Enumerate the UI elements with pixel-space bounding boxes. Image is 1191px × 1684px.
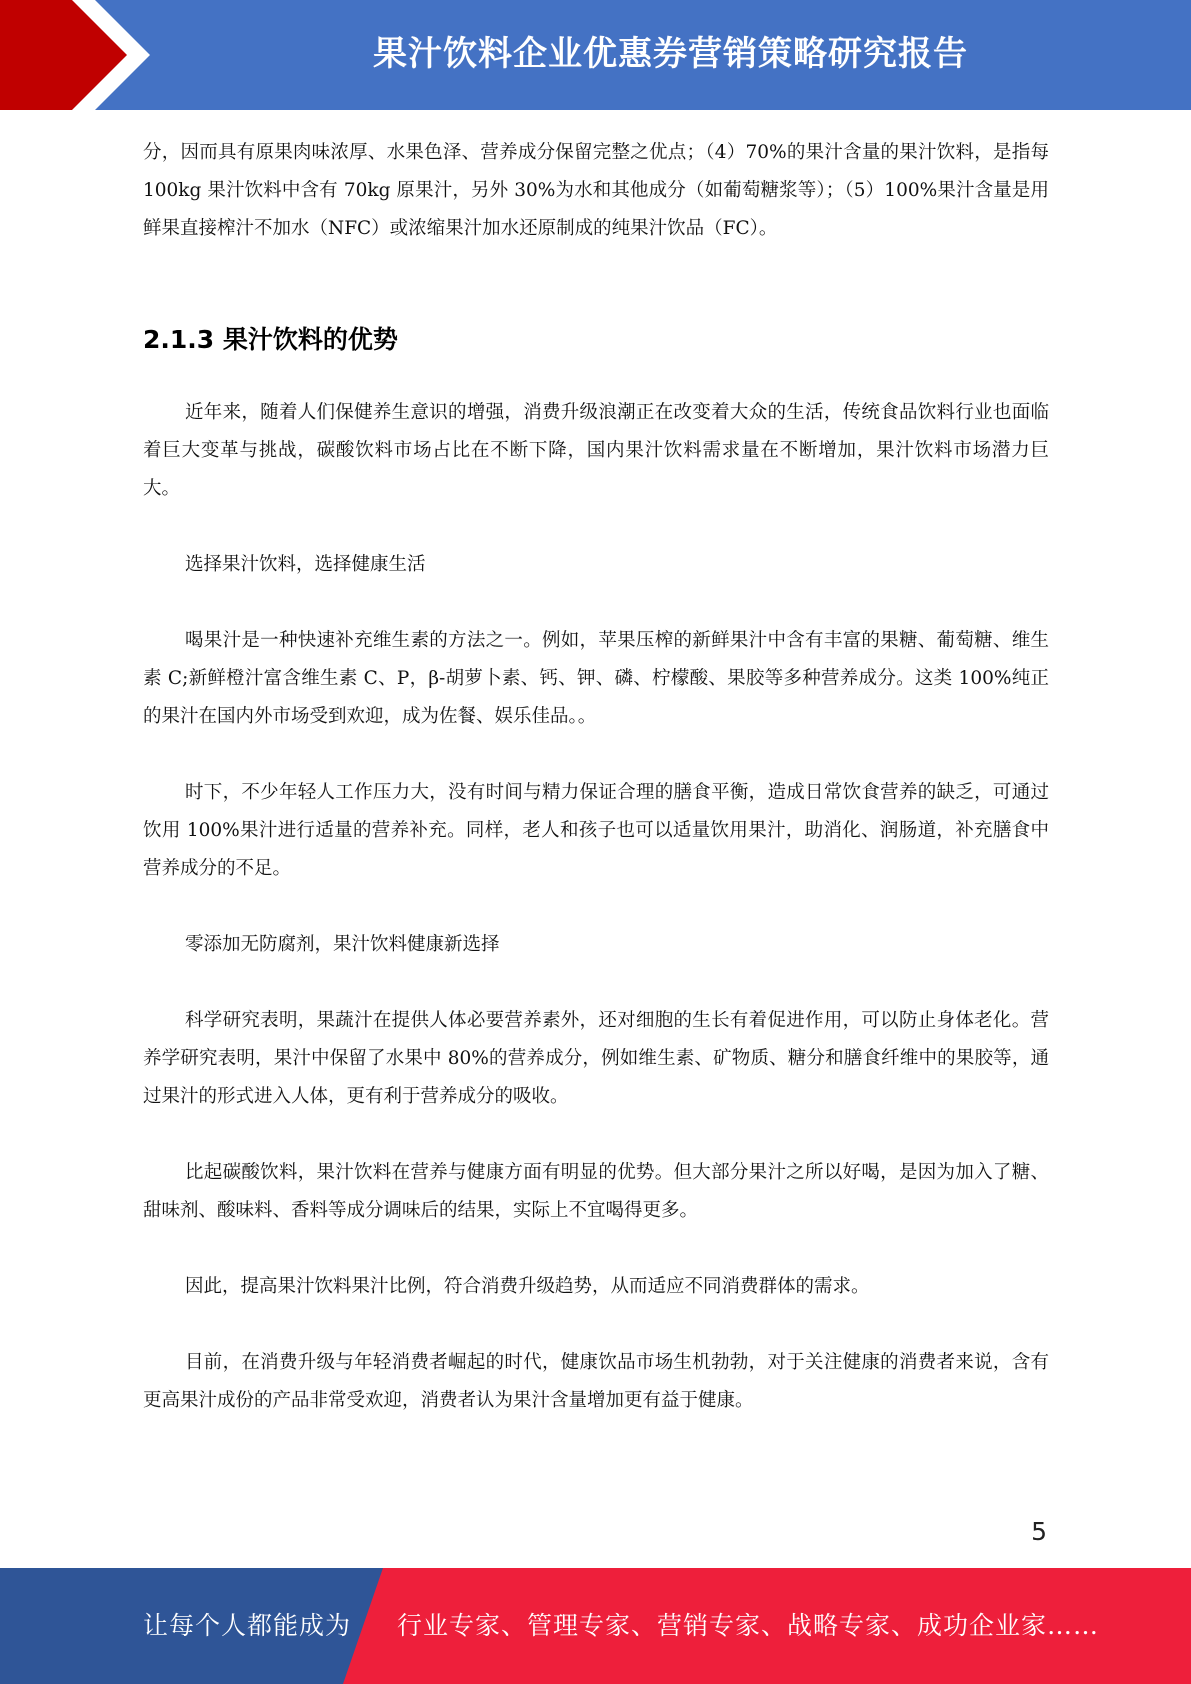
page-header xyxy=(0,0,1191,110)
paragraph-subheading-no-preservatives: 零添加无防腐剂，果汁饮料健康新选择 xyxy=(185,934,500,955)
paragraph-vitamins: 喝果汁是一种快速补充维生素的方法之一。例如，苹果压榨的新鲜果汁中含有丰富的果糖、葡萄糖、维生素 C;新鲜橙汁富含维生素 C、P，β-胡萝卜素、钙、钾、磷、柠檬酸、果胶等多种营养成分。这类 100%纯正的果汁在国内外市场受到欢迎，成为佐餐、娱乐佳品。。 xyxy=(143,630,1049,727)
paragraph-market-trend: 近年来，随着人们保健养生意识的增强，消费升级浪潮正在改变着大众的生活，传统食品饮料行业也面临着巨大变革与挑战，碳酸饮料市场占比在不断下降，国内果汁饮料需求量在不断增加，果汁饮料市场潜力巨大。 xyxy=(143,402,1049,499)
paragraph-current-market: 目前，在消费升级与年轻消费者崛起的时代，健康饮品市场生机勃勃，对于关注健康的消费者来说，含有更高果汁成份的产品非常受欢迎，消费者认为果汁含量增加更有益于健康。 xyxy=(143,1352,1049,1411)
header-chevron-decoration xyxy=(0,0,160,110)
footer-slogan-left: 让每个人都能成为 xyxy=(143,1611,352,1640)
paragraph-subheading-healthy-life: 选择果汁饮料，选择健康生活 xyxy=(185,554,426,575)
page-footer xyxy=(0,1568,1191,1684)
paragraph-research: 科学研究表明，果蔬汁在提供人体必要营养素外，还对细胞的生长有着促进作用，可以防止身体老化。营养学研究表明，果汁中保留了水果中 80%的营养成分，例如维生素、矿物质、糖分和膳食纤维中的果胶等，通过果汁的形式进入人体，更有利于营养成分的吸收。 xyxy=(143,1010,1049,1107)
paragraph-conclusion: 因此，提高果汁饮料果汁比例，符合消费升级趋势，从而适应不同消费群体的需求。 xyxy=(185,1276,870,1297)
footer-slogan-right: 行业专家、管理专家、营销专家、战略专家、成功企业家…… xyxy=(397,1611,1100,1640)
section-heading: 2.1.3 果汁饮料的优势 xyxy=(143,325,398,354)
page-number: 5 xyxy=(1031,1517,1047,1546)
paragraph-juice-content-types: 分，因而具有原果肉味浓厚、水果色泽、营养成分保留完整之优点；（4）70%的果汁含量的果汁饮料，是指每 100kg 果汁饮料中含有 70kg 原果汁，另外 30%为水和其他成分（如葡萄糖浆等）；（5）100%果汁含量是用鲜果直接榨汁不加水（NFC）或浓缩果汁加水还原制成的纯果汁饮品（FC）。 xyxy=(143,142,1049,239)
paragraph-compare-soda: 比起碳酸饮料，果汁饮料在营养与健康方面有明显的优势。但大部分果汁之所以好喝，是因为加入了糖、甜味剂、酸味料、香料等成分调味后的结果，实际上不宜喝得更多。 xyxy=(143,1162,1049,1221)
report-title: 果汁饮料企业优惠券营销策略研究报告 xyxy=(373,34,968,74)
paragraph-young-people: 时下，不少年轻人工作压力大，没有时间与精力保证合理的膳食平衡，造成日常饮食营养的缺乏，可通过饮用 100%果汁进行适量的营养补充。同样，老人和孩子也可以适量饮用果汁，助消化、润肠道，补充膳食中营养成分的不足。 xyxy=(143,782,1049,879)
